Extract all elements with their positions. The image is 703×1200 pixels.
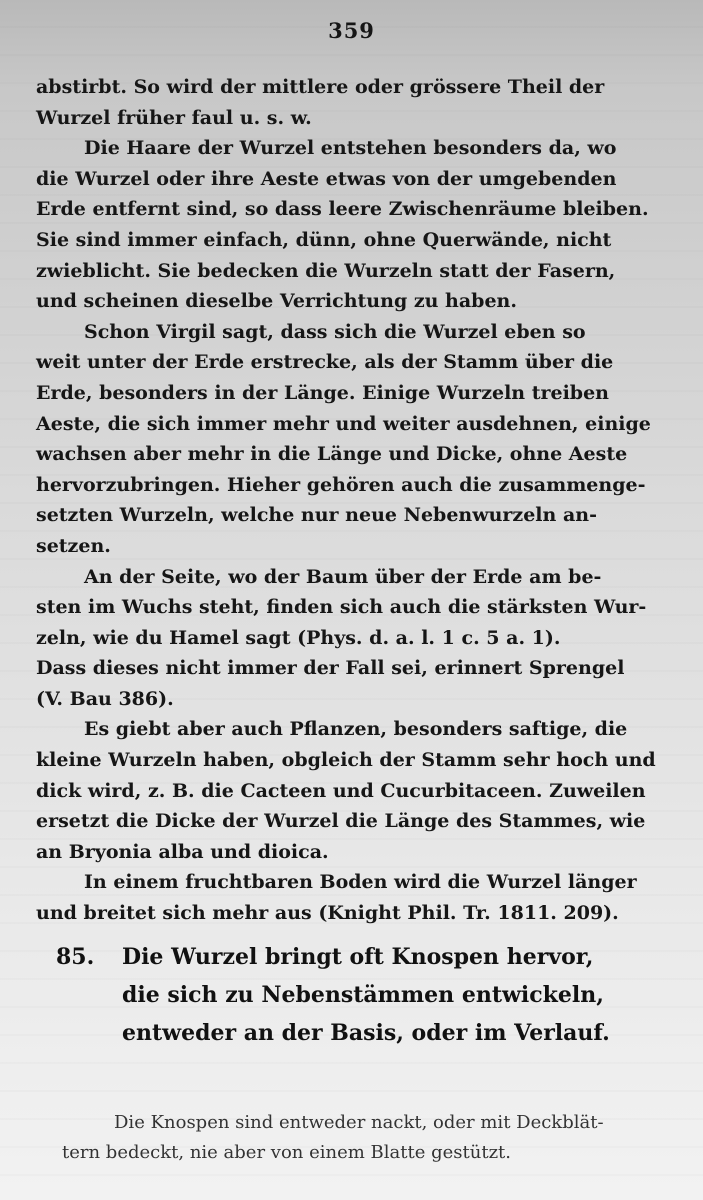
text-line: und scheinen dieselbe Verrichtung zu haben. — [36, 290, 517, 313]
section-title-line: die sich zu Nebenstämmen entwickeln, — [122, 982, 604, 1008]
text-line: Sie sind immer einfach, dünn, ohne Querwände, nicht — [36, 228, 612, 251]
body-text — [36, 72, 656, 929]
text-line: setzten Wurzeln, welche nur neue Nebenwurzeln an- — [36, 504, 597, 527]
paragraph — [36, 317, 651, 562]
section-title — [122, 938, 666, 1052]
text-line: hervorzubringen. Hieher gehören auch die zusammenge- — [36, 473, 646, 496]
text-line: Wurzel früher faul u. s. w. — [36, 106, 312, 129]
text-line: dick wird, z. B. die Cacteen und Cucurbitaceen. Zuweilen — [36, 779, 646, 802]
text-line: setzen. — [36, 534, 111, 557]
text-line: wachsen aber mehr in die Länge und Dicke, ohne Aeste — [36, 443, 628, 466]
paragraph — [36, 133, 648, 317]
text-line: Es giebt aber auch Pflanzen, besonders saftige, die — [84, 718, 628, 741]
text-line: abstirbt. So wird der mittlere oder grössere Theil der — [36, 76, 605, 98]
text-line: weit unter der Erde erstrecke, als der Stamm über die — [36, 351, 614, 374]
page-number: 359 — [328, 18, 375, 43]
paragraph — [36, 867, 648, 928]
text-line: Aeste, die sich immer mehr und weiter ausdehnen, einige — [36, 412, 651, 435]
section-heading — [56, 938, 666, 1052]
text-line: kleine Wurzeln haben, obgleich der Stamm sehr hoch und — [36, 749, 656, 772]
paragraph — [36, 714, 656, 867]
text-line: an Bryonia alba und dioica. — [36, 840, 329, 863]
paragraph — [36, 562, 648, 715]
text-line: Die Haare der Wurzel entstehen besonders da, wo — [84, 137, 617, 160]
section-title-line: Die Wurzel bringt oft Knospen hervor, — [122, 944, 594, 970]
text-line: die Wurzel oder ihre Aeste etwas von der umgebenden — [36, 167, 617, 190]
section-title-line: entweder an der Basis, oder im Verlauf. — [122, 1020, 610, 1046]
text-line: Erde, besonders in der Länge. Einige Wurzeln treiben — [36, 381, 609, 404]
text-line: und breitet sich mehr aus (Knight Phil. Tr. 1811. 209). — [36, 902, 619, 925]
text-line: Dass dieses nicht immer der Fall sei, erinnert Sprengel — [36, 657, 625, 680]
text-line: ersetzt die Dicke der Wurzel die Länge des Stammes, wie — [36, 810, 646, 833]
section-body — [62, 1108, 668, 1168]
text-line: (V. Bau 386). — [36, 687, 174, 710]
text-line: Schon Virgil sagt, dass sich die Wurzel eben so — [84, 320, 586, 343]
text-line: Die Knospen sind entweder nackt, oder mit Deckblät- — [114, 1112, 604, 1133]
text-line: In einem fruchtbaren Boden wird die Wurzel länger — [84, 871, 637, 894]
text-line: Erde entfernt sind, so dass leere Zwischenräume bleiben. — [36, 198, 649, 221]
text-line: zwieblicht. Sie bedecken die Wurzeln statt der Fasern, — [36, 259, 616, 282]
section-number: 85. — [56, 944, 95, 970]
paragraph — [36, 72, 648, 133]
text-line: tern bedeckt, nie aber von einem Blatte gestützt. — [62, 1142, 512, 1163]
text-line: sten im Wuchs steht, finden sich auch die stärksten Wur- — [36, 596, 647, 619]
text-line: An der Seite, wo der Baum über der Erde am be- — [84, 565, 602, 588]
text-line: zeln, wie du Hamel sagt (Phys. d. a. l. 1 c. 5 a. 1). — [36, 626, 561, 649]
